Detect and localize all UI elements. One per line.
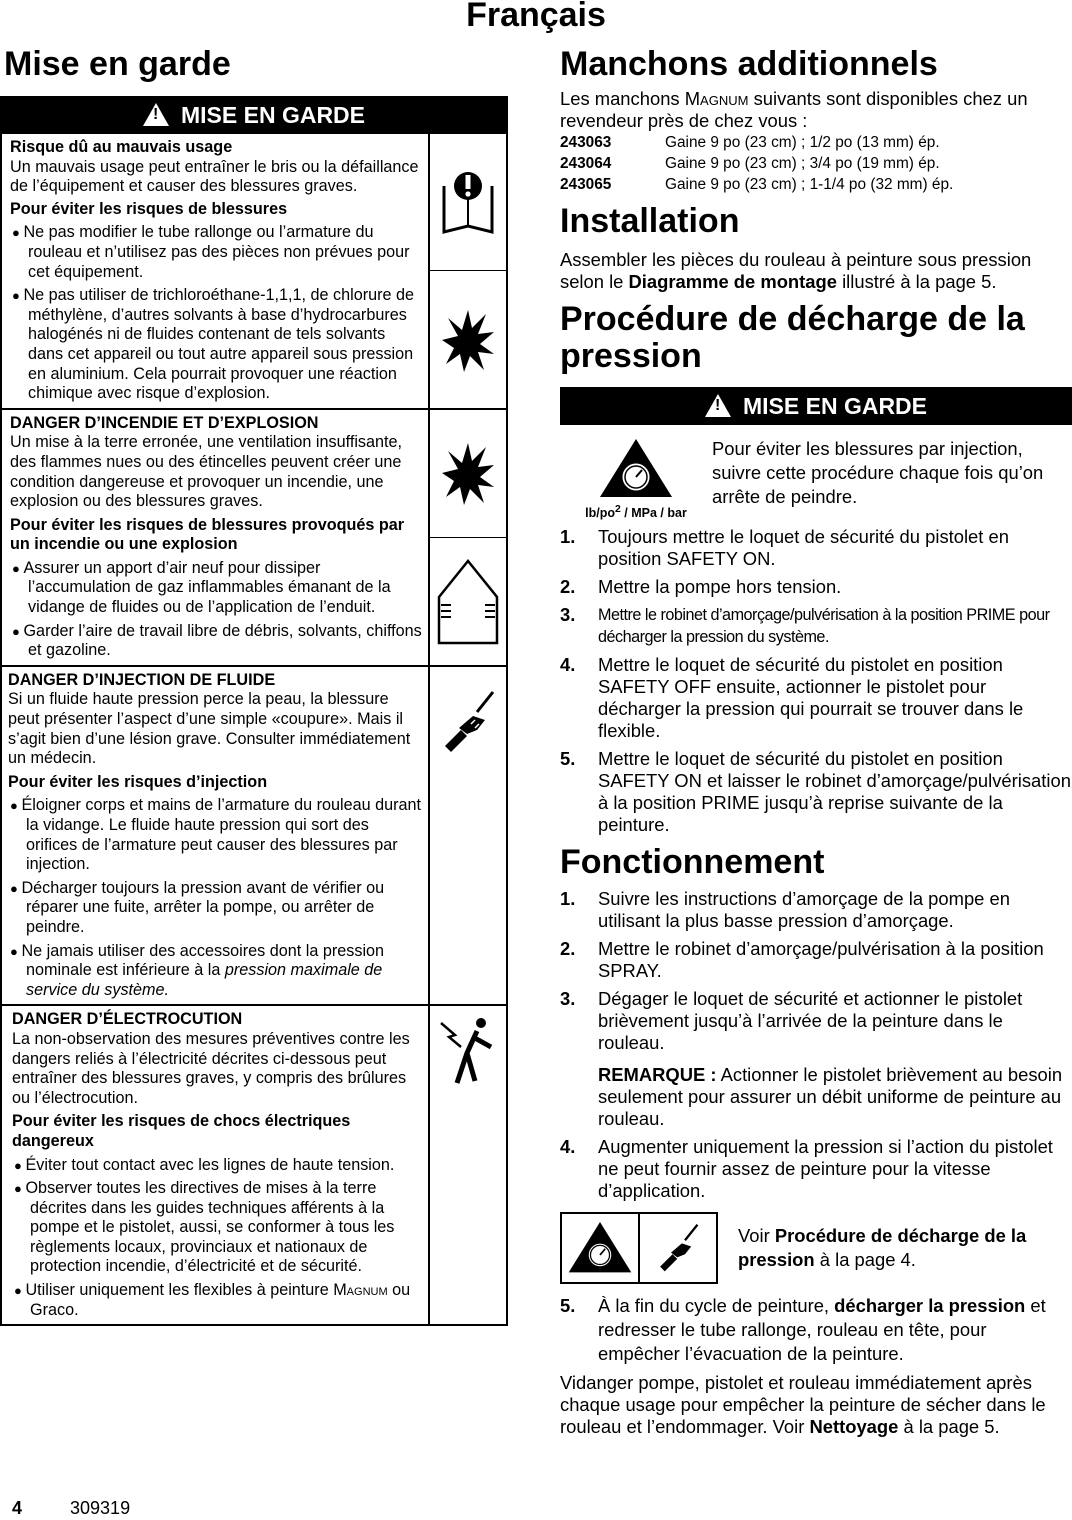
pressure-gauge-icon xyxy=(562,1214,640,1282)
injection-hand-icon xyxy=(430,667,506,777)
warning-box xyxy=(0,134,508,1326)
fire-body: Un mise à la terre erronée, une ventilation insuffisante, des flammes nues ou des étincelles peuvent créer une condition dangereuse et provoquer un incendie, une explosion ou des blessures graves. xyxy=(10,433,403,511)
step-text: Mettre le loquet de sécurité du pistolet en position SAFETY OFF ensuite, actionner le pistolet pour décharger la pression qui pourrait se trouver dans le flexible. xyxy=(598,654,1024,742)
sleeves-title: Manchons additionnels xyxy=(560,45,938,83)
installation-text-pre: Assembler les pièces du rouleau à peinture sous pression selon le xyxy=(560,249,1032,292)
misuse-bullet-1: ● Ne pas modifier le tube rallonge ou l’armature du rouleau et n’utilisez pas des pièces non prévues pour cet équipement. xyxy=(10,223,424,282)
injection-bullet-2: ● Décharger toujours la pression avant de vérifier ou réparer une fuite, arrêter la pompe, ou arrêter de peindre. xyxy=(8,879,424,938)
document-number: 309319 xyxy=(70,1498,131,1518)
step-number: 3. xyxy=(560,604,576,626)
list-item xyxy=(560,604,1072,648)
installation-diagram-ref: Diagramme de montage xyxy=(628,271,837,292)
step-text: Mettre la pompe hors tension. xyxy=(598,576,842,598)
electro-avoid: Pour éviter les risques de chocs électriques dangereux xyxy=(12,1112,351,1150)
sleeves-list xyxy=(560,132,1072,195)
step-number: 4. xyxy=(560,654,576,676)
electrocution-person-icon xyxy=(430,1006,506,1096)
electrocution-section xyxy=(2,1004,506,1324)
electro-bullet-3-text: Utiliser uniquement les flexibles à peinture xyxy=(25,1281,334,1300)
pressure-gauge-icon xyxy=(598,437,674,501)
step-text xyxy=(598,1294,1072,1366)
misuse-section xyxy=(2,134,506,408)
sleeve-part-number: 243064 xyxy=(560,155,612,172)
list-item xyxy=(560,1294,1072,1366)
step-text: Augmenter uniquement la pression si l’action du pistolet ne peut fournir assez de peinture pour la vitesse d’application. xyxy=(598,1136,1053,1202)
sleeve-item xyxy=(560,132,1072,153)
pressure-relief-title: Procédure de décharge de la pression xyxy=(560,300,1025,375)
injection-heading: DANGER D’INJECTION DE FLUIDE xyxy=(8,670,276,689)
list-item xyxy=(560,938,1072,982)
injection-avoid: Pour éviter les risques d’injection xyxy=(8,772,268,791)
page-footer xyxy=(12,1498,130,1519)
see-reference-text xyxy=(738,1224,1038,1272)
step5-post: et redresser le tube rallonge, rouleau en tête, pour empêcher l’évacuation de la peinture. xyxy=(598,1295,1046,1365)
fire-section xyxy=(2,408,506,665)
fire-heading: DANGER D’INCENDIE ET D’EXPLOSION xyxy=(10,413,319,432)
sleeve-part-number: 243065 xyxy=(560,176,612,193)
warning-triangle-icon xyxy=(705,394,731,417)
page-language-header: Français xyxy=(466,0,606,34)
fire-explosion-icon xyxy=(430,410,506,537)
list-item xyxy=(560,576,1072,598)
final-pre: Vidanger pompe, pistolet et rouleau immédiatement après chaque usage pour empêcher la peinture de sécher dans le rouleau et l’endommager. Voir xyxy=(560,1372,1046,1438)
list-item xyxy=(560,888,1072,932)
see-reference-post: à la page 4. xyxy=(814,1249,916,1271)
pressure-warning-text: Pour éviter les blessures par injection, suivre cette procédure chaque fois qu’on arrête de peindre. xyxy=(712,438,1044,507)
fire-avoid: Pour éviter les risques de blessures provoqués par un incendie ou une explosion xyxy=(10,515,405,554)
step-number: 1. xyxy=(560,888,576,910)
fire-bullet-2: ● Garder l’aire de travail libre de débris, solvants, chiffons et gazoline. xyxy=(10,622,424,661)
explosion-icon xyxy=(430,270,506,407)
ventilation-house-icon xyxy=(430,537,506,665)
list-item xyxy=(560,526,1072,570)
gauge-caption-b: / MPa / bar xyxy=(620,506,687,521)
injection-bullet-1: ● Éloigner corps et mains de l’armature du rouleau durant la vidange. Le fluide haute pression qui sort des orifices de l’armature peut causer des blessures par injection. xyxy=(8,796,424,874)
installation-text-post: illustré à la page 5. xyxy=(836,271,997,292)
see-reference-title: Procédure de décharge de la pression xyxy=(738,1225,1027,1271)
warning-triangle-icon xyxy=(143,103,169,126)
sleeve-description: Gaine 9 po (23 cm) ; 1/2 po (13 mm) ép. xyxy=(665,134,940,151)
step-number: 2. xyxy=(560,576,576,598)
step-text: Suivre les instructions d’amorçage de la pompe en utilisant la plus basse pression d’amorçage. xyxy=(598,888,1010,932)
final-cleaning-ref: Nettoyage xyxy=(809,1416,899,1438)
operation-steps xyxy=(560,888,1072,1054)
pressure-steps xyxy=(560,526,1072,836)
step-number: 5. xyxy=(560,748,576,770)
misuse-avoid: Pour éviter les risques de blessures xyxy=(10,199,288,218)
note-text: Actionner le pistolet brièvement au besoin seulement pour assurer un débit uniforme de peinture au rouleau. xyxy=(598,1064,1063,1130)
injection-section xyxy=(2,665,506,1005)
sleeve-description: Gaine 9 po (23 cm) ; 1-1/4 po (32 mm) ép. xyxy=(665,176,954,193)
installation-title: Installation xyxy=(560,202,740,240)
step-number: 4. xyxy=(560,1136,576,1158)
operation-note xyxy=(598,1064,1072,1130)
electro-bullet-1: ● Éviter tout contact avec les lignes de haute tension. xyxy=(12,1156,424,1176)
pressure-warning-banner xyxy=(560,387,1072,425)
final-post: à la page 5. xyxy=(898,1416,1000,1438)
pressure-warning-label: MISE EN GARDE xyxy=(742,393,928,419)
sleeves-intro xyxy=(560,88,1072,132)
gauge-caption-sup: 2 xyxy=(615,504,621,515)
sleeves-intro-text: Les manchons xyxy=(560,88,685,109)
misuse-heading: Risque dû au mauvais usage xyxy=(10,138,233,156)
sleeve-description: Gaine 9 po (23 cm) ; 3/4 po (19 mm) ép. xyxy=(665,155,940,172)
step-number: 3. xyxy=(560,988,576,1010)
operation-steps-cont xyxy=(560,1136,1072,1202)
sleeve-part-number: 243063 xyxy=(560,134,612,151)
warnings-title: Mise en garde xyxy=(4,45,231,83)
left-column xyxy=(0,44,512,1326)
sleeve-item xyxy=(560,174,1072,195)
injection-body: Si un fluide haute pression perce la peau, la blessure peut présenter l’aspect d’une simple «coupure». Mais il s’agit bien d’une lésion grave. Consulter immédiatement un médecin. xyxy=(8,690,411,768)
sleeves-intro-brand: Magnum xyxy=(684,88,749,109)
step-text: Toujours mettre le loquet de sécurité du pistolet en position SAFETY ON. xyxy=(598,526,1009,570)
injection-hand-icon xyxy=(640,1214,716,1282)
installation-text xyxy=(560,249,1072,293)
list-item xyxy=(560,748,1072,836)
operation-steps-final xyxy=(560,1294,1072,1366)
operation-title: Fonctionnement xyxy=(560,843,825,882)
step-text: Mettre le robinet d’amorçage/pulvérisation à la position PRIME pour décharger la pression du système. xyxy=(598,606,1050,647)
page-number: 4 xyxy=(12,1498,23,1518)
step5-bold: décharger la pression xyxy=(834,1295,1026,1317)
see-reference-icons xyxy=(560,1212,718,1284)
electro-bullet-3 xyxy=(12,1281,424,1320)
see-reference-box xyxy=(560,1212,1072,1284)
gauge-caption-a: lb/po xyxy=(585,506,616,521)
pressure-gauge-figure xyxy=(560,437,712,520)
gauge-caption xyxy=(560,504,712,520)
electro-body: La non-observation des mesures préventives contre les dangers reliés à l’électricité décrites ci-dessous peut entraîner des blessures graves, y compris des brûlures ou l’électrocution. xyxy=(12,1029,410,1107)
electro-bullet-3-brand: Magnum xyxy=(333,1281,388,1300)
step-number: 2. xyxy=(560,938,576,960)
electro-bullet-2: ● Observer toutes les directives de mises à la terre décrites dans les guides techniques afférents à la pompe et le pistolet, aussi, se conformer à tous les règlements locaux, provinciaux et nationaux de protection incendie, d’électricité et de sécurité. xyxy=(12,1179,424,1277)
read-manual-icon xyxy=(430,134,506,270)
misuse-body: Un mauvais usage peut entraîner le bris ou la défaillance de l’équipement et causer des blessures graves. xyxy=(10,157,419,196)
note-label: REMARQUE : xyxy=(598,1064,717,1086)
list-item xyxy=(560,1136,1072,1202)
injection-bullet-3-emphasis: pression maximale de service du système. xyxy=(26,961,383,999)
see-reference-pre: Voir xyxy=(738,1225,775,1247)
sleeves-intro-post: suivants sont disponibles chez un revendeur près de chez vous : xyxy=(560,88,1028,131)
step-text: Mettre le robinet d’amorçage/pulvérisation à la position SPRAY. xyxy=(598,938,1044,982)
list-item xyxy=(560,988,1072,1054)
injection-bullet-3-text: Ne jamais utiliser des accessoires dont la pression nominale est inférieure à la xyxy=(21,941,385,980)
injection-bullet-3 xyxy=(8,942,424,1001)
sleeve-item xyxy=(560,153,1072,174)
step-text: Dégager le loquet de sécurité et actionner le pistolet brièvement jusqu’à l’arrivée de la peinture dans le rouleau. xyxy=(598,988,1023,1054)
right-column xyxy=(560,44,1072,1438)
electro-heading: DANGER D’ÉLECTROCUTION xyxy=(12,1010,243,1029)
list-item xyxy=(560,654,1072,742)
warning-banner xyxy=(0,96,508,134)
pressure-warning-content xyxy=(560,437,1072,520)
step-number: 5. xyxy=(560,1295,576,1317)
warning-label: MISE EN GARDE xyxy=(180,102,366,128)
misuse-bullet-2: ● Ne pas utiliser de trichloroéthane-1,1,1, de chlorure de méthylène, d’autres solvants à base d’hydrocarbures halogénés ni de fluides contenant de tels solvants dans cet appareil ou tout autre appareil sous pression en aluminium. Cela pourrait provoquer une réaction chimique avec risque d’explosion. xyxy=(10,286,424,404)
fire-bullet-1: ● Assurer un apport d’air neuf pour dissiper l’accumulation de gaz inflammables émanant de la vidange de fluides ou de l’application de l’enduit. xyxy=(10,559,424,618)
step-number: 1. xyxy=(560,526,576,548)
operation-final-text xyxy=(560,1372,1072,1438)
step5-pre: À la fin du cycle de peinture, xyxy=(598,1295,835,1317)
electro-bullet-3-post: ou Graco. xyxy=(30,1281,411,1319)
step-text: Mettre le loquet de sécurité du pistolet en position SAFETY ON et laisser le robinet d’amorçage/pulvérisation à la position PRIME jusqu’à reprise suivante de la peinture. xyxy=(598,748,1071,836)
